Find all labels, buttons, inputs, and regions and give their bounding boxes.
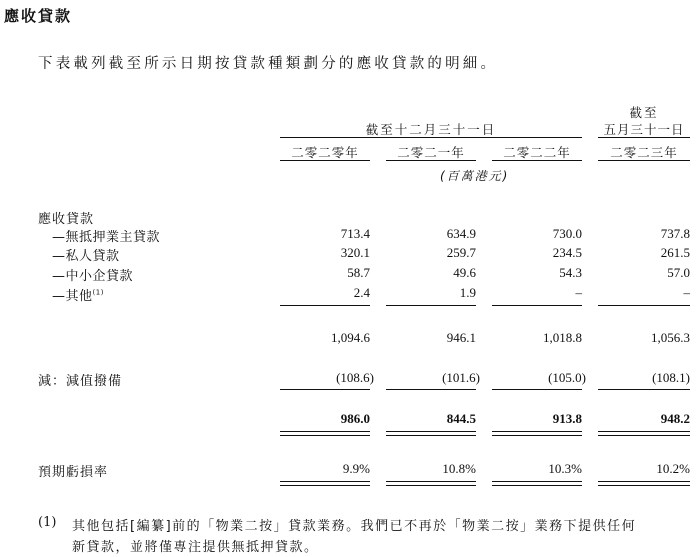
loss-rate-cell: 10.8% bbox=[442, 461, 476, 476]
net-total-cell: 948.2 bbox=[660, 411, 690, 426]
subtotal-rule bbox=[280, 305, 370, 306]
table-cell: 58.7 bbox=[347, 265, 370, 280]
section-title: 應收貸款 bbox=[4, 7, 73, 25]
double-underline bbox=[386, 431, 476, 436]
table-cell: 1.9 bbox=[459, 285, 476, 300]
subtotal-cell: 1,056.3 bbox=[651, 330, 690, 345]
col-rule-2023 bbox=[598, 160, 690, 161]
col-rule-2021 bbox=[386, 160, 476, 161]
row-label-others-text: —其他 bbox=[52, 289, 93, 304]
column-header-2021: 二零二一年 bbox=[397, 145, 465, 160]
row-label-others bbox=[52, 285, 104, 304]
less-impairment-label: 減：減值撥備 bbox=[38, 374, 123, 389]
subtotal-cell: 1,094.6 bbox=[331, 330, 370, 345]
subtotal-rule bbox=[386, 305, 476, 306]
table-cell: 259.7 bbox=[446, 245, 476, 260]
expected-loss-rate-label: 預期虧損率 bbox=[38, 465, 109, 480]
loss-rate-cell: 10.2% bbox=[656, 461, 690, 476]
table-cell: – bbox=[575, 285, 582, 300]
footnote-line-1: 其他包括[編纂]前的「物業二按」貸款業務。我們已不再於「物業二按」業務下提供任何 bbox=[72, 519, 637, 534]
table-cell: 320.1 bbox=[340, 245, 370, 260]
table-cell: – bbox=[683, 285, 690, 300]
net-rule bbox=[280, 389, 370, 390]
double-underline bbox=[386, 481, 476, 486]
table-cell: 730.0 bbox=[552, 226, 582, 241]
net-total-cell: 986.0 bbox=[340, 411, 370, 426]
row-label-personal: —私人貸款 bbox=[52, 249, 120, 264]
table-cell: 57.0 bbox=[667, 265, 690, 280]
double-underline bbox=[492, 481, 582, 486]
net-rule bbox=[598, 389, 690, 390]
table-cell: 713.4 bbox=[340, 226, 370, 241]
table-cell: 737.8 bbox=[660, 226, 690, 241]
unit-label: (百萬港元) bbox=[440, 169, 510, 183]
table-cell: 634.9 bbox=[446, 226, 476, 241]
subtotal-rule bbox=[598, 305, 690, 306]
col-rule-2020 bbox=[280, 160, 370, 161]
header-last-col-rule bbox=[598, 137, 690, 138]
double-underline bbox=[280, 431, 370, 436]
double-underline bbox=[492, 431, 582, 436]
double-underline bbox=[598, 481, 690, 486]
net-rule bbox=[492, 389, 582, 390]
footnote-line-2: 新貸款，並將僅專注提供無抵押貸款。 bbox=[72, 540, 319, 555]
table-cell: 261.5 bbox=[660, 245, 690, 260]
table-cell: 234.5 bbox=[552, 245, 582, 260]
impairment-cell: (108.6) bbox=[336, 370, 374, 385]
net-rule bbox=[386, 389, 476, 390]
column-header-2022: 二零二二年 bbox=[503, 145, 571, 160]
header-last-col-top: 截至 bbox=[629, 105, 659, 120]
footnote-ref: (1) bbox=[92, 288, 104, 297]
loss-rate-cell: 9.9% bbox=[342, 461, 370, 476]
table-cell: 54.3 bbox=[559, 265, 582, 280]
column-header-2023: 二零二三年 bbox=[610, 145, 678, 160]
col-rule-2022 bbox=[492, 160, 582, 161]
table-cell: 49.6 bbox=[453, 265, 476, 280]
impairment-cell: (101.6) bbox=[442, 370, 480, 385]
impairment-cell: (105.0) bbox=[548, 370, 586, 385]
header-group-rule bbox=[280, 137, 582, 138]
subtotal-cell: 946.1 bbox=[446, 330, 476, 345]
footnote-marker: (1) bbox=[38, 515, 57, 530]
intro-paragraph: 下表載列截至所示日期按貸款種類劃分的應收貸款的明細。 bbox=[38, 56, 499, 72]
double-underline bbox=[598, 431, 690, 436]
header-last-col-bottom: 五月三十一日 bbox=[603, 122, 685, 137]
column-header-2020: 二零二零年 bbox=[291, 145, 359, 160]
header-group-label: 截至十二月三十一日 bbox=[365, 122, 497, 137]
subtotal-rule bbox=[492, 305, 582, 306]
table-cell: 2.4 bbox=[353, 285, 370, 300]
double-underline bbox=[280, 481, 370, 486]
impairment-cell: (108.1) bbox=[652, 370, 690, 385]
row-label-unsecured-owner: —無抵押業主貸款 bbox=[52, 230, 161, 245]
row-label-sme: —中小企貸款 bbox=[52, 269, 134, 284]
loss-rate-cell: 10.3% bbox=[548, 461, 582, 476]
net-total-cell: 844.5 bbox=[446, 411, 476, 426]
net-total-cell: 913.8 bbox=[552, 411, 582, 426]
subtotal-cell: 1,018.8 bbox=[543, 330, 582, 345]
category-label: 應收貸款 bbox=[38, 212, 95, 227]
